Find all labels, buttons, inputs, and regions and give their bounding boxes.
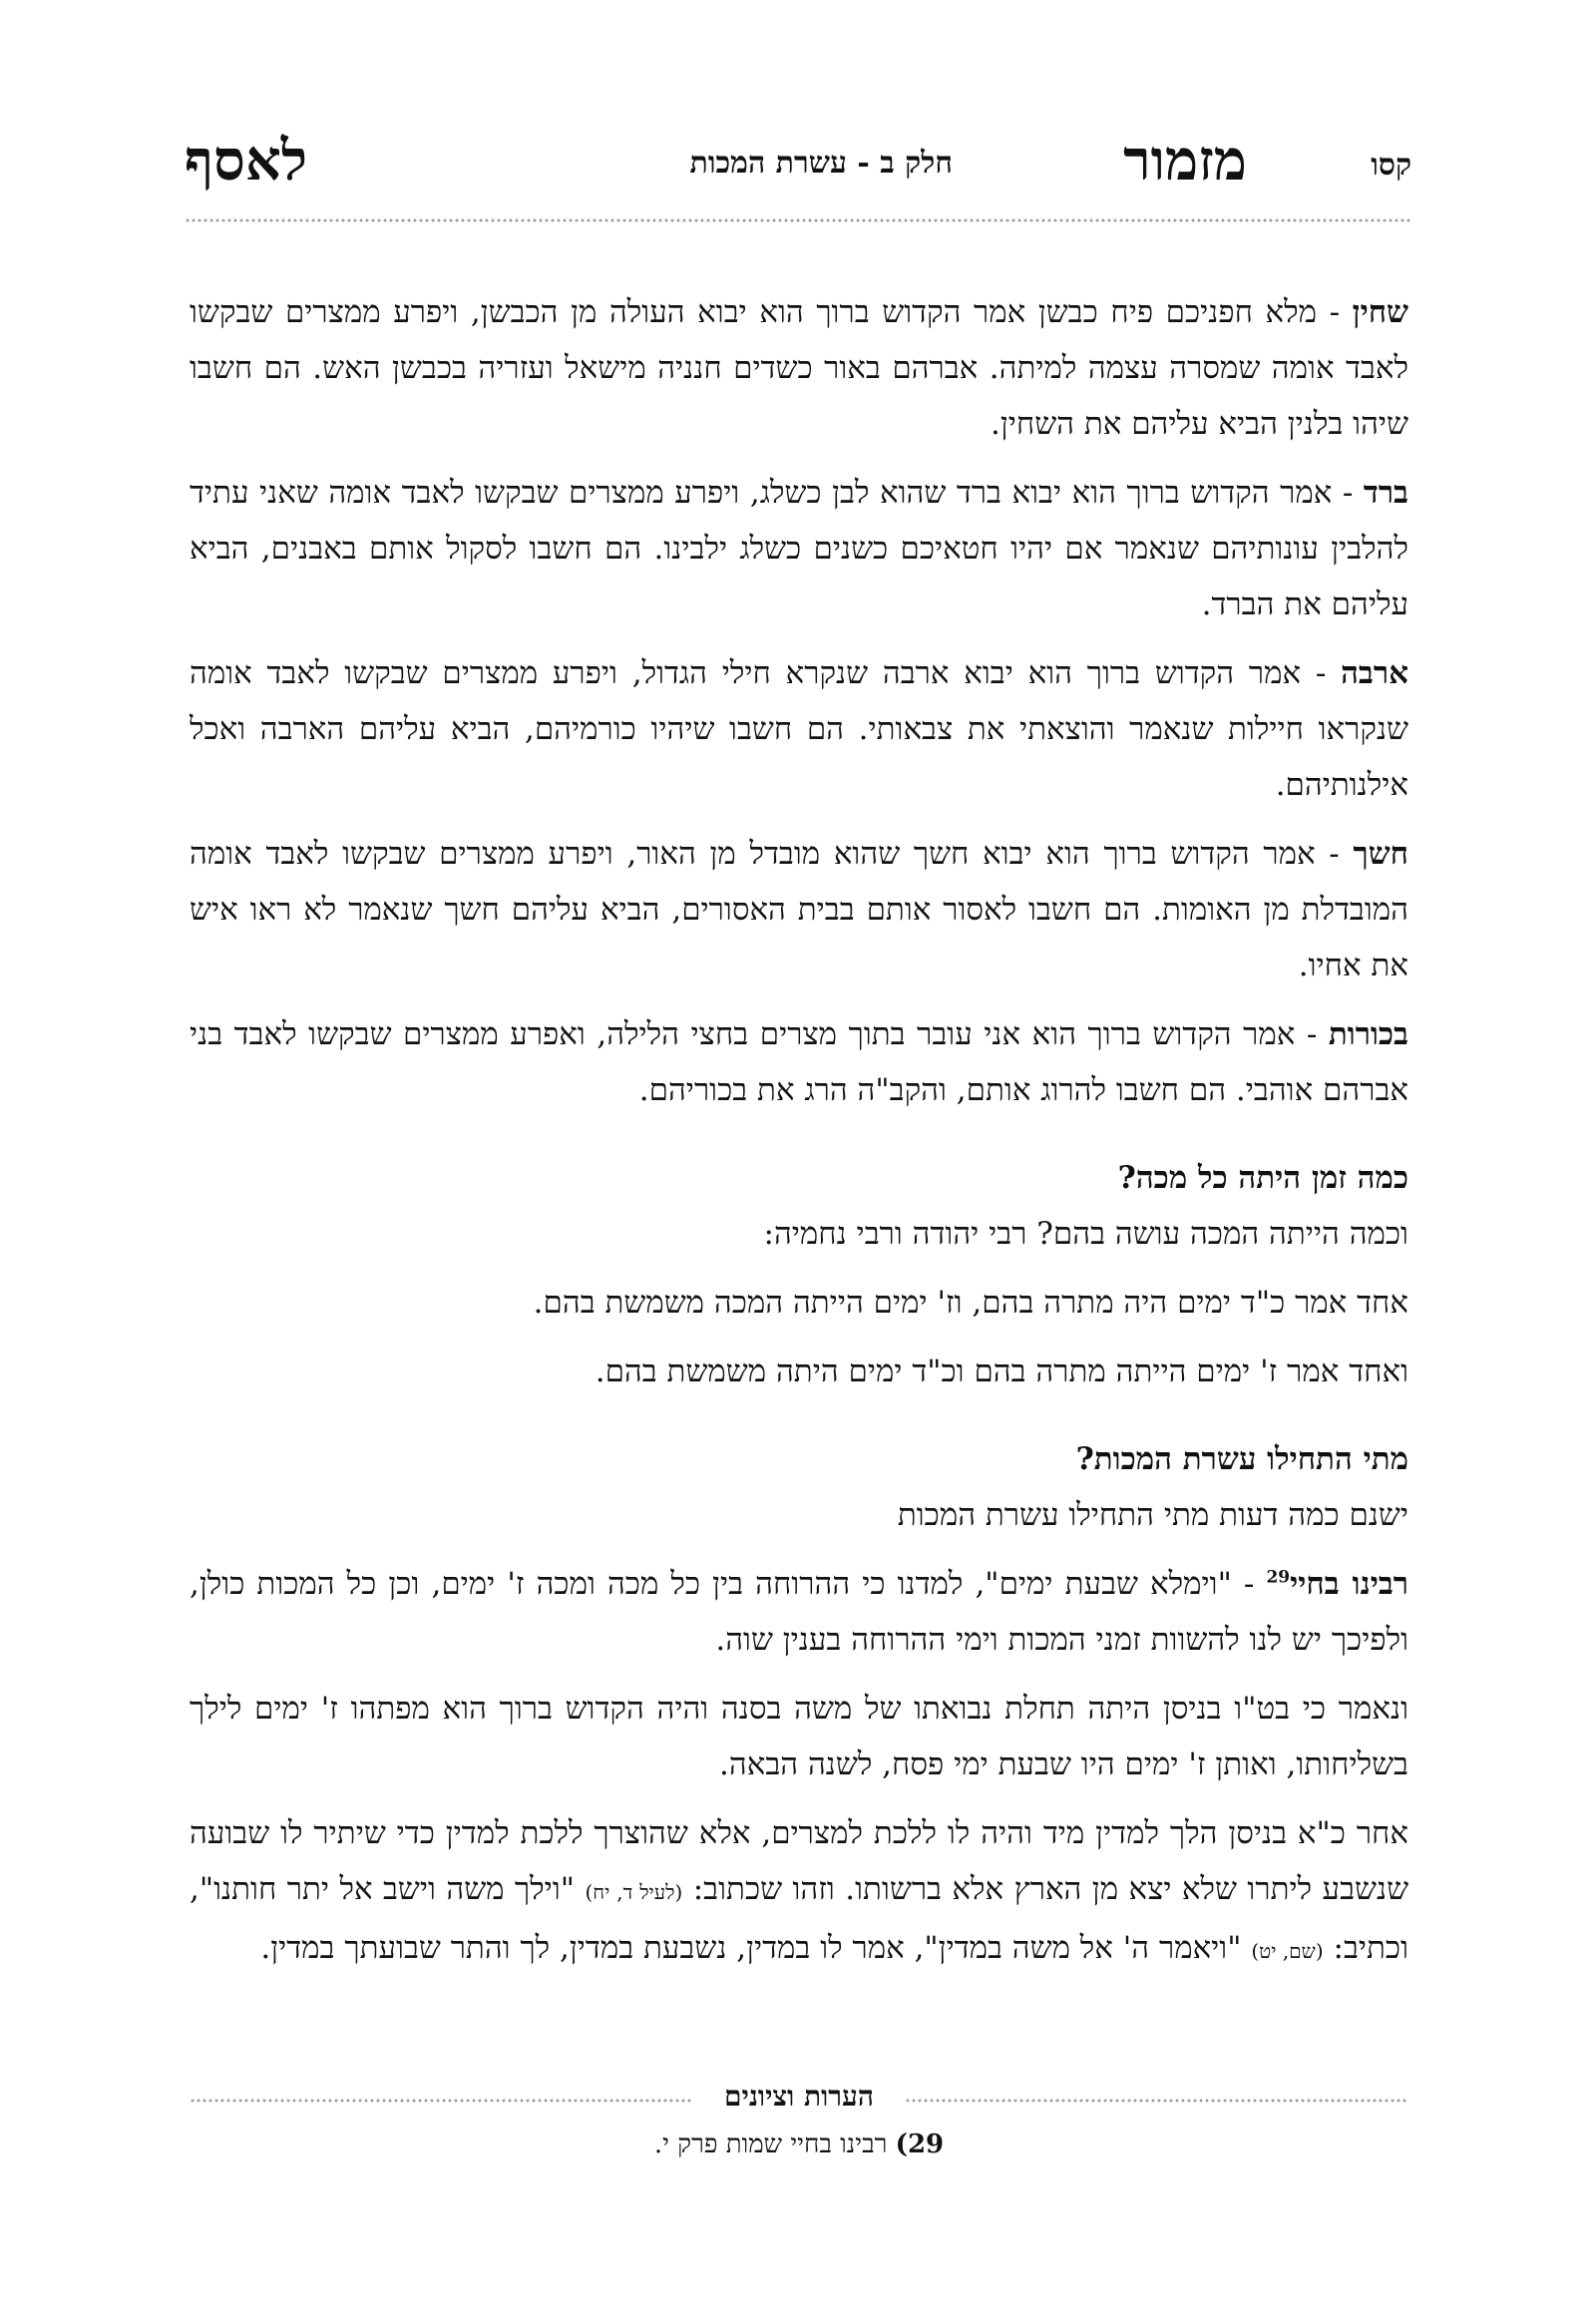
section-heading-duration: כמה זמן היתה כל מכה?: [1117, 1160, 1408, 1196]
running-title-left: לאסף: [185, 128, 308, 193]
text-line: וכמה הייתה המכה עושה בהם? רבי יהודה ורבי נחמיה:: [763, 1216, 1408, 1252]
plague-paragraph-bechorot: [190, 1006, 1408, 1118]
footnote-text: רבינו בחיי שמות פרק י.: [653, 2129, 896, 2159]
plague-paragraph-barad: [190, 465, 1408, 632]
footnote-item: [190, 2129, 1408, 2159]
plague-name: ארבה: [1341, 655, 1408, 691]
header-divider: [185, 217, 1411, 223]
plague-paragraph-choshech: [190, 826, 1408, 993]
plague-text: - אמר הקדוש ברוך הוא אני עובר בתוך מצרים בחצי הלילה, ואפרע ממצרים שבקשו לאבד בני אברהם אוהבי. הם חשבו להרוג אותם, והקב"ה הרג את בכוריהם.: [190, 1016, 1408, 1108]
plague-paragraph-shechin: [190, 284, 1408, 452]
paragraph-text: "וילך משה וישב אל יתר חותנו", וכתיב:: [190, 1871, 1408, 1966]
text-line: אחד אמר כ"ד ימים היה מתרה בהם, וז' ימים הייתה המכה משמשת בהם.: [533, 1285, 1408, 1321]
plague-paragraph-arbeh: [190, 645, 1408, 813]
verse-reference: (שם, יט): [1251, 1939, 1324, 1963]
section-heading-start: מתי התחילו עשרת המכות?: [1075, 1441, 1408, 1477]
text-line: ואחד אמר ז' ימים הייתה מתרה בהם וכ"ד ימים היתה משמשת בהם.: [595, 1354, 1408, 1389]
plague-name: ברד: [1363, 475, 1408, 511]
plague-text: - אמר הקדוש ברוך הוא יבוא חשך שהוא מובדל מן האור, ויפרע ממצרים שבקשו לאבד אומה המובדלת מן האומות. הם חשבו לאסור אותם בבית האסורים, הביא עליהם חשך שנאמר לא ראו איש את אחיו.: [190, 836, 1409, 983]
page-number: קסו: [1371, 148, 1411, 183]
plague-name: שחין: [1352, 294, 1408, 330]
paragraph: ונאמר כי בט"ו בניסן היתה תחלת נבואתו של משה בסנה והיה הקדוש ברוך הוא מפתהו ז' ימים לילך בשליחותו, ואותן ז' ימים היו שבעת ימי פסח, לשנה הבאה.: [190, 1691, 1408, 1782]
main-content: [190, 284, 1408, 1992]
footnotes-header: [190, 2080, 1408, 2120]
plague-name: בכורות: [1328, 1016, 1408, 1052]
verse-reference: (לעיל ד, יח): [585, 1880, 683, 1904]
plague-text: - אמר הקדוש ברוך הוא יבוא ארבה שנקרא חילי הגדול, ויפרע ממצרים שבקשו לאבד אומה שנקראו חיילות שנאמר והוצאתי את צבאותי. הם חשבו שיהיו כורמיהם, הביא עליהם הארבה ואכל אילנותיהם.: [190, 655, 1408, 803]
source-name: רבינו בחיי: [1290, 1566, 1408, 1602]
page-header: [185, 128, 1411, 197]
paragraph: [190, 1805, 1408, 1979]
paragraph-text: אחר כ"א בניסן הלך למדין מיד והיה לו ללכת למצרים, אלא שהוצרך ללכת למדין כדי שיתיר לו שבועה שנשבע ליתרו שלא יצא מן הארץ אלא ברשותו. וזהו שכתוב:: [190, 1815, 1409, 1907]
text-line: ישנם כמה דעות מתי התחילו עשרת המכות: [897, 1497, 1408, 1533]
paragraph-text: "ויאמר ה' אל משה במדין", אמר לו במדין, נשבעת במדין, לך והתר שבועתך במדין.: [260, 1930, 1252, 1966]
footnote-divider: [190, 2098, 693, 2104]
plague-text: - אמר הקדוש ברוך הוא יבוא ברד שהוא לבן כשלג, ויפרע ממצרים שבקשו לאבד אומה שאני עתיד להלבין עונותיהם שנאמר אם יהיו חטאיכם כשנים כשלג ילבינו. הם חשבו לסקול אותם באבנים, הביא עליהם את הברד.: [190, 475, 1408, 622]
footnotes-title: הערות וציונים: [724, 2080, 874, 2113]
section-title: חלק ב - עשרת המכות: [689, 146, 953, 181]
running-title-right: מזמור: [1123, 128, 1247, 193]
plague-text: - מלא חפניכם פיח כבשן אמר הקדוש ברוך הוא יבוא העולה מן הכבשן, ויפרע ממצרים שבקשו לאבד אומה שמסרה עצמה למיתה. אברהם באור כשדים חנניה מישאל ועזריה בכבשן האש. הם חשבו שיהו בלנין הביא עליהם את השחין.: [190, 294, 1408, 442]
footnote-marker[interactable]: 29: [1266, 1567, 1291, 1588]
footnote-number: 29): [895, 2129, 945, 2159]
plague-name: חשך: [1353, 836, 1408, 872]
rabbeinu-bachaye-paragraph: [190, 1556, 1408, 1668]
paragraph-text: - "וימלא שבעת ימים", למדנו כי ההרוחה בין כל מכה ומכה ז' ימים, וכן כל המכות כולן, ולפיכך יש לנו להשוות זמני המכות וימי ההרוחה בענין שוה.: [190, 1566, 1408, 1658]
